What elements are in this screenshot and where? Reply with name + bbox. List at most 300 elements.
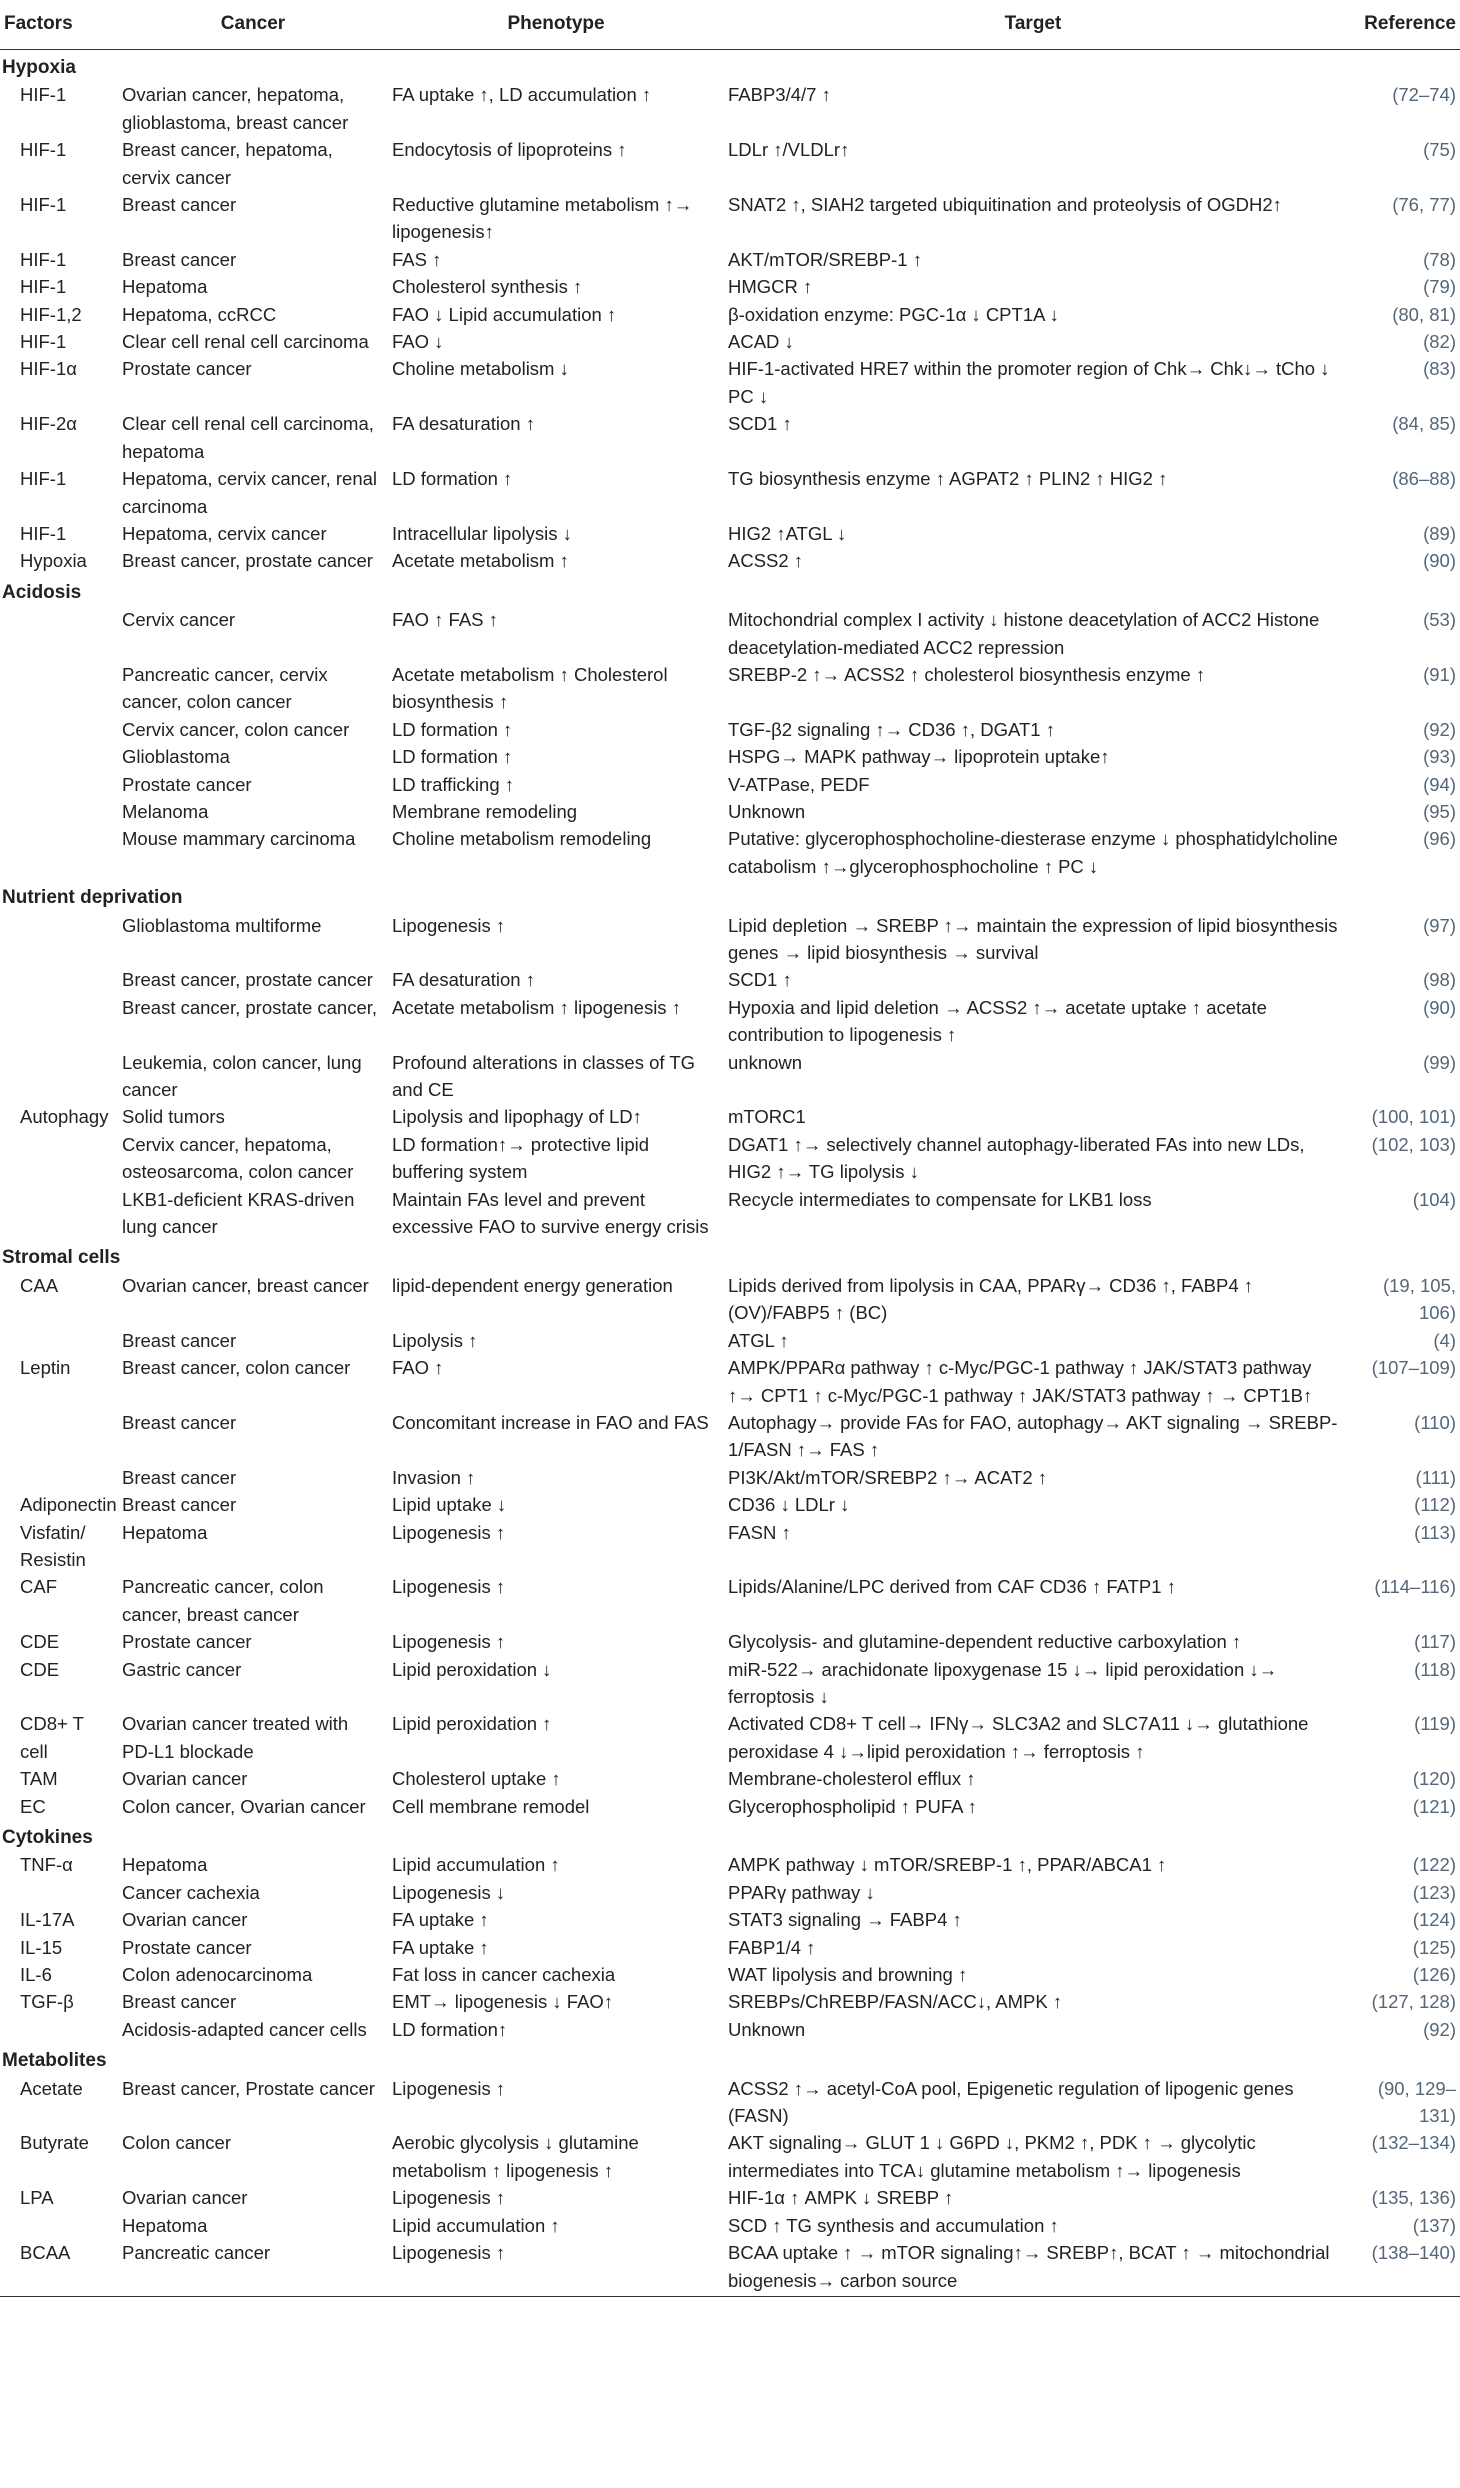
header-cancer: Cancer: [118, 0, 388, 50]
cancer-cell: Hepatoma, cervix cancer: [122, 522, 327, 544]
phenotype-cell: Cholesterol synthesis ↑: [392, 276, 583, 298]
cancer-cell: Prostate cancer: [122, 773, 252, 795]
target-cell: HMGCR ↑: [728, 276, 813, 298]
target-cell: HSPG→ MAPK pathway→ lipoprotein uptake↑: [728, 746, 1110, 768]
reference-cell: (96): [1423, 828, 1456, 850]
factor-cell: [0, 1409, 118, 1464]
section-header-row: [0, 575, 1460, 606]
cancer-cell: Breast cancer: [122, 1494, 237, 1516]
cancer-cell: Mouse mammary carcinoma: [122, 828, 356, 850]
table-row: [0, 1519, 1460, 1574]
reference-cell: (111): [1415, 1466, 1456, 1488]
reference-cell: (76, 77): [1392, 194, 1456, 216]
target-cell: ACSS2 ↑: [728, 550, 804, 572]
reference-cell: (92): [1423, 718, 1456, 740]
target-cell: Glycolysis- and glutamine-dependent reductive carboxylation ↑: [728, 1631, 1242, 1653]
reference-cell: (104): [1412, 1188, 1456, 1210]
cancer-cell: Cervix cancer: [122, 609, 236, 631]
cancer-cell: Ovarian cancer treated with PD-L1 blockade: [122, 1713, 349, 1762]
target-cell: AMPK pathway ↓ mTOR/SREBP-1 ↑, PPAR/ABCA1 ↑: [728, 1854, 1167, 1876]
phenotype-cell: Lipogenesis ↑: [392, 2187, 506, 2209]
phenotype-cell: LD formation ↑: [392, 746, 513, 768]
phenotype-cell: Lipid peroxidation ↑: [392, 1713, 552, 1735]
factor-cell: CAA: [20, 1274, 59, 1296]
cancer-cell: Pancreatic cancer, cervix cancer, colon cancer: [122, 663, 328, 713]
reference-cell: (124): [1412, 1909, 1456, 1931]
phenotype-cell: LD formation ↑: [392, 468, 513, 490]
cancer-cell: Hepatoma: [122, 1521, 208, 1543]
reference-cell: (92): [1423, 2018, 1456, 2040]
table-body: [0, 50, 1460, 2297]
cancer-cell: Clear cell renal cell carcinoma, hepatoma: [122, 413, 374, 462]
target-cell: ACAD ↓: [728, 331, 794, 353]
reference-cell: (100, 101): [1371, 1106, 1456, 1128]
factor-cell: HIF-1: [20, 84, 67, 106]
factor-cell: TNF-α: [20, 1854, 73, 1876]
reference-cell: (102, 103): [1371, 1133, 1456, 1155]
factor-cell: [0, 1186, 118, 1241]
cancer-cell: Colon cancer, Ovarian cancer: [122, 1795, 366, 1817]
target-cell: Lipids/Alanine/LPC derived from CAF CD36 ↑ FATP1 ↑: [728, 1576, 1176, 1598]
cancer-cell: Breast cancer: [122, 248, 237, 270]
reference-cell: (98): [1423, 969, 1456, 991]
phenotype-cell: Lipogenesis ↑: [392, 1631, 506, 1653]
cancer-cell: Glioblastoma multiforme: [122, 914, 322, 936]
table-row: [0, 1491, 1460, 1518]
phenotype-cell: Lipogenesis ↑: [392, 2077, 506, 2099]
cancer-cell: Hepatoma, cervix cancer, renal carcinoma: [122, 468, 378, 517]
cancer-cell: Ovarian cancer, hepatoma, glioblastoma, breast cancer: [122, 84, 349, 133]
phenotype-cell: Concomitant increase in FAO and FAS: [392, 1411, 709, 1433]
phenotype-cell: Lipogenesis ↓: [392, 1881, 506, 1903]
section-header-row: [0, 880, 1460, 911]
phenotype-cell: Cholesterol uptake ↑: [392, 1768, 561, 1790]
header-phenotype: Phenotype: [388, 0, 724, 50]
cancer-cell: Melanoma: [122, 800, 209, 822]
cancer-cell: Ovarian cancer: [122, 1768, 248, 1790]
section-title: Nutrient deprivation: [2, 887, 183, 909]
table-row: [0, 1186, 1460, 1241]
table-row: [0, 520, 1460, 547]
phenotype-cell: Lipolysis ↑: [392, 1329, 478, 1351]
cancer-cell: Prostate cancer: [122, 1936, 252, 1958]
table-row: [0, 465, 1460, 520]
reference-cell: (93): [1423, 746, 1456, 768]
cancer-cell: Breast cancer: [122, 1411, 237, 1433]
factor-cell: [0, 1327, 118, 1354]
cancer-cell: Breast cancer, prostate cancer: [122, 969, 373, 991]
cancer-cell: Hepatoma, ccRCC: [122, 303, 277, 325]
section-title: Cytokines: [2, 1827, 93, 1848]
target-cell: SCD1 ↑: [728, 413, 792, 435]
table-row: [0, 246, 1460, 273]
reference-cell: (114–116): [1374, 1576, 1456, 1598]
cancer-cell: Cervix cancer, hepatoma, osteosarcoma, colon cancer: [122, 1133, 354, 1183]
factor-cell: HIF-1α: [20, 358, 77, 380]
factor-cell: Autophagy: [20, 1106, 109, 1128]
phenotype-cell: Lipolysis and lipophagy of LD↑: [392, 1106, 642, 1128]
table-row: [0, 2016, 1460, 2043]
factor-cell: [0, 825, 118, 880]
phenotype-cell: Lipid accumulation ↑: [392, 1854, 560, 1876]
reference-cell: (121): [1412, 1795, 1456, 1817]
factor-cell: [0, 966, 118, 993]
reference-cell: (127, 128): [1371, 1991, 1456, 2013]
section-title: Metabolites: [2, 2050, 107, 2072]
phenotype-cell: Lipogenesis ↑: [392, 1521, 506, 1543]
phenotype-cell: Lipid accumulation ↑: [392, 2214, 560, 2236]
table-row: [0, 410, 1460, 465]
phenotype-cell: Acetate metabolism ↑ Cholesterol biosynthesis ↑: [392, 663, 668, 713]
table-row: [0, 771, 1460, 798]
factor-cell: [0, 912, 118, 967]
factor-cell: HIF-1: [20, 522, 67, 544]
factor-cell: Acetate: [20, 2077, 83, 2099]
phenotype-cell: FAO ↓ Lipid accumulation ↑: [392, 303, 617, 325]
factor-cell: IL-6: [20, 1964, 52, 1986]
factor-cell: BCAA: [0, 2239, 118, 2296]
table-row: [0, 1765, 1460, 1792]
target-cell: V-ATPase, PEDF: [728, 773, 870, 795]
target-cell: BCAA uptake ↑ → mTOR signaling↑→ SREBP↑, BCAT ↑ → mitochondrial biogenesis→ carbon source: [724, 2239, 1342, 2296]
section-title: Hypoxia: [2, 57, 76, 78]
cancer-cell: Leukemia, colon cancer, lung cancer: [122, 1051, 362, 1101]
factor-cell: HIF-1: [20, 276, 67, 298]
cancer-cell: LKB1-deficient KRAS-driven lung cancer: [122, 1188, 355, 1238]
table-row: [0, 661, 1460, 716]
section-header-row: [0, 1820, 1460, 1851]
phenotype-cell: Membrane remodeling: [392, 800, 578, 822]
table-row: [0, 355, 1460, 410]
factor-cell: Adiponectin: [20, 1494, 117, 1516]
factor-cell: TGF-β: [20, 1991, 74, 2013]
reference-cell: (82): [1423, 331, 1456, 353]
target-cell: Activated CD8+ T cell→ IFNγ→ SLC3A2 and SLC7A11 ↓→ glutathione peroxidase 4 ↓→lipid peroxidation ↑→ ferroptosis ↑: [728, 1713, 1309, 1762]
factor-cell: EC: [20, 1795, 46, 1817]
reference-cell: (90): [1423, 996, 1456, 1018]
phenotype-cell: Fat loss in cancer cachexia: [392, 1964, 616, 1986]
table-row: [0, 1354, 1460, 1409]
factor-cell: HIF-1: [20, 331, 67, 353]
phenotype-cell: Cell membrane remodel: [392, 1795, 590, 1817]
reference-cell: (99): [1423, 1051, 1456, 1073]
table-row: [0, 743, 1460, 770]
target-cell: Lipid depletion → SREBP ↑→ maintain the expression of lipid biosynthesis genes → lipid biosynthesis → survival: [728, 914, 1338, 963]
cancer-cell: Colon adenocarcinoma: [122, 1964, 313, 1986]
target-cell: SCD ↑ TG synthesis and accumulation ↑: [728, 2214, 1059, 2236]
section-title: Stromal cells: [2, 1247, 121, 1269]
table-row: [0, 966, 1460, 993]
table-row: [0, 1851, 1460, 1878]
factor-cell: CD8+ T cell: [20, 1713, 84, 1762]
header-row: [0, 0, 1460, 50]
target-cell: PPARγ pathway ↓: [728, 1881, 875, 1903]
phenotype-cell: FA uptake ↑: [392, 1909, 489, 1931]
factor-cell: [0, 1464, 118, 1491]
factor-cell: HIF-1: [20, 194, 67, 216]
section-header-row: [0, 2043, 1460, 2074]
target-cell: unknown: [728, 1051, 803, 1073]
reference-cell: (90): [1423, 550, 1456, 572]
factor-cell: [0, 661, 118, 716]
target-cell: Autophagy→ provide FAs for FAO, autophagy→ AKT signaling → SREBP-1/FASN ↑→ FAS ↑: [728, 1411, 1338, 1461]
table-row: [0, 912, 1460, 967]
phenotype-cell: Lipogenesis ↑: [392, 914, 506, 936]
table-row: [0, 1464, 1460, 1491]
reference-cell: (122): [1412, 1854, 1456, 1876]
cancer-cell: Breast cancer: [122, 194, 237, 216]
target-cell: ACSS2 ↑→ acetyl-CoA pool, Epigenetic regulation of lipogenic genes (FASN): [728, 2077, 1294, 2127]
section-title: Acidosis: [2, 581, 82, 603]
phenotype-cell: Maintain FAs level and prevent excessive FAO to survive energy crisis: [392, 1188, 709, 1238]
reference-cell: (138–140): [1342, 2239, 1460, 2296]
reference-cell: (83): [1423, 358, 1456, 380]
table-row: [0, 606, 1460, 661]
factor-cell: [0, 2016, 118, 2043]
phenotype-cell: LD formation↑: [392, 2018, 508, 2040]
target-cell: Putative: glycerophosphocholine-diesterase enzyme ↓ phosphatidylcholine catabolism ↑→glycerophosphocholine ↑ PC ↓: [728, 828, 1338, 877]
reference-cell: (112): [1414, 1494, 1456, 1516]
phenotype-cell: Lipid uptake ↓: [392, 1494, 507, 1516]
target-cell: ATGL ↑: [728, 1329, 789, 1351]
cancer-cell: Colon cancer: [122, 2132, 232, 2154]
table-row: [0, 273, 1460, 300]
target-cell: Membrane-cholesterol efflux ↑: [728, 1768, 976, 1790]
cancer-cell: Prostate cancer: [122, 1631, 252, 1653]
table-row: [0, 1103, 1460, 1130]
table-header: [0, 0, 1460, 50]
table-row: [0, 1879, 1460, 1906]
cancer-cell: Solid tumors: [122, 1106, 225, 1128]
reference-cell: (53): [1423, 609, 1456, 631]
header-reference: Reference: [1342, 0, 1460, 50]
factor-cell: CDE: [20, 1631, 60, 1653]
factor-cell: TAM: [20, 1768, 58, 1790]
cancer-cell: Breast cancer, prostate cancer,: [122, 996, 378, 1018]
table-row: [0, 1934, 1460, 1961]
reference-cell: (75): [1423, 139, 1456, 161]
target-cell: AMPK/PPARα pathway ↑ c-Myc/PGC-1 pathway ↑ JAK/STAT3 pathway ↑→ CPT1 ↑ c-Myc/PGC-1 pathway ↑ JAK/STAT3 pathway ↑ → CPT1B↑: [728, 1357, 1313, 1406]
phenotype-cell: Choline metabolism remodeling: [392, 828, 652, 850]
cancer-cell: Glioblastoma: [122, 746, 230, 768]
reference-cell: (137): [1412, 2214, 1456, 2236]
target-cell: WAT lipolysis and browning ↑: [728, 1964, 968, 1986]
cancer-cell: Pancreatic cancer: [118, 2239, 388, 2296]
phenotype-cell: Lipogenesis ↑: [388, 2239, 724, 2296]
phenotype-cell: LD formation↑→ protective lipid buffering system: [392, 1133, 650, 1183]
factor-cell: [0, 2212, 118, 2239]
table-row: [0, 2212, 1460, 2239]
factor-cell: [0, 1049, 118, 1104]
phenotype-cell: Aerobic glycolysis ↓ glutamine metabolism ↑ lipogenesis ↑: [392, 2132, 639, 2181]
target-cell: HIG2 ↑ATGL ↓: [728, 522, 847, 544]
factor-cell: [0, 798, 118, 825]
factor-cell: Leptin: [20, 1357, 71, 1379]
reference-cell: (89): [1423, 522, 1456, 544]
phenotype-cell: FAO ↑ FAS ↑: [392, 609, 498, 631]
phenotype-cell: Invasion ↑: [392, 1466, 476, 1488]
cancer-cell: Cervix cancer, colon cancer: [122, 718, 350, 740]
table-row: [0, 1573, 1460, 1628]
reference-cell: (95): [1423, 800, 1456, 822]
phenotype-cell: Intracellular lipolysis ↓: [392, 522, 572, 544]
table-row: [0, 1906, 1460, 1933]
target-cell: FASN ↑: [728, 1521, 791, 1543]
target-cell: PI3K/Akt/mTOR/SREBP2 ↑→ ACAT2 ↑: [728, 1466, 1048, 1488]
target-cell: SREBP-2 ↑→ ACSS2 ↑ cholesterol biosynthesis enzyme ↑: [728, 663, 1206, 685]
target-cell: CD36 ↓ LDLr ↓: [728, 1494, 850, 1516]
table-row: [0, 1049, 1460, 1104]
table-row: [0, 994, 1460, 1049]
phenotype-cell: Endocytosis of lipoproteins ↑: [392, 139, 627, 161]
factor-cell: HIF-2α: [20, 413, 77, 435]
cancer-cell: Pancreatic cancer, colon cancer, breast cancer: [122, 1576, 324, 1625]
target-cell: Glycerophospholipid ↑ PUFA ↑: [728, 1795, 977, 1817]
cancer-cell: Acidosis-adapted cancer cells: [122, 2018, 367, 2040]
reference-cell: (126): [1412, 1964, 1456, 1986]
target-cell: AKT/mTOR/SREBP-1 ↑: [728, 248, 922, 270]
reference-cell: (80, 81): [1392, 303, 1456, 325]
reference-cell: (135, 136): [1371, 2187, 1456, 2209]
cancer-cell: Breast cancer, colon cancer: [122, 1357, 351, 1379]
table-row: [0, 547, 1460, 574]
table-row: [0, 2075, 1460, 2130]
cancer-cell: Hepatoma: [122, 2214, 208, 2236]
cancer-cell: Breast cancer, hepatoma, cervix cancer: [122, 139, 333, 188]
phenotype-cell: EMT→ lipogenesis ↓ FAO↑: [392, 1991, 614, 2013]
phenotype-cell: FAS ↑: [392, 248, 442, 270]
cancer-cell: Breast cancer: [122, 1991, 237, 2013]
reference-cell: (90, 129–131): [1377, 2077, 1456, 2127]
factor-cell: HIF-1: [20, 468, 67, 490]
reference-cell: (94): [1423, 773, 1456, 795]
reference-cell: (113): [1414, 1521, 1456, 1543]
target-cell: mTORC1: [728, 1106, 806, 1128]
reference-cell: (110): [1414, 1411, 1456, 1433]
table-row: [0, 1409, 1460, 1464]
table-row: [0, 81, 1460, 136]
target-cell: TGF-β2 signaling ↑→ CD36 ↑, DGAT1 ↑: [728, 718, 1055, 740]
factor-cell: [0, 716, 118, 743]
cancer-cell: Breast cancer, Prostate cancer: [122, 2077, 375, 2099]
factor-cell: [0, 771, 118, 798]
table-row: [0, 1793, 1460, 1820]
reference-cell: (84, 85): [1392, 413, 1456, 435]
factor-cell: HIF-1: [20, 248, 67, 270]
phenotype-cell: lipid-dependent energy generation: [392, 1274, 673, 1296]
target-cell: STAT3 signaling → FABP4 ↑: [728, 1909, 962, 1931]
table-row: [0, 1988, 1460, 2015]
phenotype-cell: Choline metabolism ↓: [392, 358, 569, 380]
factor-cell: CDE: [20, 1658, 60, 1680]
reference-cell: (119): [1414, 1713, 1456, 1735]
table-row: [0, 1656, 1460, 1711]
phenotype-cell: Lipogenesis ↑: [392, 1576, 506, 1598]
reference-cell: (19, 105, 106): [1382, 1274, 1456, 1324]
table-row: [0, 1327, 1460, 1354]
factor-cell: IL-17A: [20, 1909, 75, 1931]
reference-cell: (117): [1414, 1631, 1456, 1653]
target-cell: Unknown: [728, 2018, 806, 2040]
factor-cell: [0, 743, 118, 770]
target-cell: LDLr ↑/VLDLr↑: [728, 139, 850, 161]
target-cell: SNAT2 ↑, SIAH2 targeted ubiquitination and proteolysis of OGDH2↑: [728, 194, 1282, 216]
reference-cell: (132–134): [1371, 2132, 1456, 2154]
reference-cell: (4): [1433, 1329, 1456, 1351]
phenotype-cell: LD trafficking ↑: [392, 773, 515, 795]
factor-cell: CAF: [20, 1576, 57, 1598]
table-row: [0, 1710, 1460, 1765]
target-cell: Mitochondrial complex I activity ↓ histone deacetylation of ACC2 Histone deacetylation-mediated ACC2 repression: [728, 609, 1320, 658]
reference-cell: (107–109): [1371, 1357, 1456, 1379]
cancer-cell: Breast cancer: [122, 1466, 237, 1488]
factor-cell: Hypoxia: [20, 550, 87, 572]
cancer-cell: Gastric cancer: [122, 1658, 242, 1680]
header-target: Target: [724, 0, 1342, 50]
target-cell: SCD1 ↑: [728, 969, 792, 991]
phenotype-cell: FA desaturation ↑: [392, 413, 535, 435]
reference-cell: (97): [1423, 914, 1456, 936]
table-row: [0, 2129, 1460, 2184]
target-cell: Hypoxia and lipid deletion → ACSS2 ↑→ acetate uptake ↑ acetate contribution to lipogenesis ↑: [728, 996, 1267, 1046]
table-row: [0, 1628, 1460, 1655]
phenotype-cell: Reductive glutamine metabolism ↑→ lipogenesis↑: [392, 194, 693, 243]
header-factors: Factors: [0, 0, 118, 50]
section-header-row: [0, 1240, 1460, 1271]
table-row: [0, 1131, 1460, 1186]
cancer-cell: Breast cancer, prostate cancer: [122, 550, 373, 572]
target-cell: FABP1/4 ↑: [728, 1936, 816, 1958]
factor-cell: Visfatin/ Resistin: [20, 1521, 86, 1570]
phenotype-cell: FA uptake ↑: [392, 1936, 489, 1958]
table-row: [0, 798, 1460, 825]
phenotype-cell: FA uptake ↑, LD accumulation ↑: [392, 84, 652, 106]
phenotype-cell: FAO ↑: [392, 1357, 444, 1379]
cancer-cell: Ovarian cancer: [122, 2187, 248, 2209]
table-row: [0, 716, 1460, 743]
reference-cell: (79): [1423, 276, 1456, 298]
factor-cell: LPA: [20, 2187, 54, 2209]
target-cell: miR-522→ arachidonate lipoxygenase 15 ↓→ lipid peroxidation ↓→ ferroptosis ↓: [728, 1658, 1278, 1707]
target-cell: AKT signaling→ GLUT 1 ↓ G6PD ↓, PKM2 ↑, PDK ↑ → glycolytic intermediates into TCA↓ glutamine metabolism ↑→ lipogenesis: [728, 2132, 1256, 2181]
table-row: [0, 2184, 1460, 2211]
factor-cell: HIF-1: [20, 139, 67, 161]
factor-cell: [0, 1131, 118, 1186]
reference-cell: (86–88): [1392, 468, 1456, 490]
phenotype-cell: Profound alterations in classes of TG and CE: [392, 1051, 696, 1101]
table-row: [0, 1961, 1460, 1988]
phenotype-cell: Acetate metabolism ↑: [392, 550, 569, 572]
target-cell: TG biosynthesis enzyme ↑ AGPAT2 ↑ PLIN2 ↑ HIG2 ↑: [728, 468, 1168, 490]
section-header-row: [0, 50, 1460, 82]
target-cell: FABP3/4/7 ↑: [728, 84, 831, 106]
table-row: [0, 136, 1460, 191]
target-cell: Lipids derived from lipolysis in CAA, PPARγ→ CD36 ↑, FABP4 ↑ (OV)/FABP5 ↑ (BC): [728, 1274, 1254, 1324]
factor-cell: IL-15: [20, 1936, 63, 1958]
table-row: [0, 2239, 1460, 2296]
factor-cell: HIF-1,2: [20, 303, 82, 325]
target-cell: Recycle intermediates to compensate for LKB1 loss: [728, 1188, 1152, 1210]
factor-cell: [0, 606, 118, 661]
cancer-cell: Breast cancer: [122, 1329, 237, 1351]
factor-cell: [0, 1879, 118, 1906]
reference-cell: (118): [1414, 1658, 1456, 1680]
phenotype-cell: Acetate metabolism ↑ lipogenesis ↑: [392, 996, 681, 1018]
cancer-cell: Prostate cancer: [122, 358, 252, 380]
target-cell: β-oxidation enzyme: PGC-1α ↓ CPT1A ↓: [728, 303, 1059, 325]
phenotype-cell: FA desaturation ↑: [392, 969, 535, 991]
reference-cell: (91): [1423, 663, 1456, 685]
